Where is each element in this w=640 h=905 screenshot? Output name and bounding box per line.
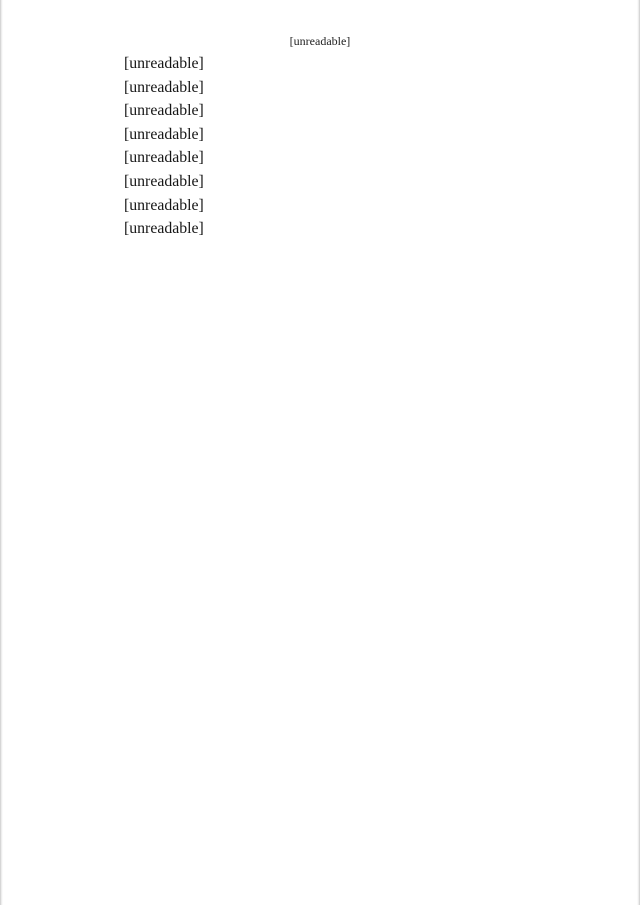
document-body (84, 52, 600, 241)
paragraph: [unreadable] (124, 78, 204, 96)
paragraph: [unreadable] (124, 102, 204, 120)
page-number: [unreadable] (289, 34, 351, 48)
paragraph: [unreadable] (124, 125, 204, 143)
paragraph: [unreadable] (124, 196, 204, 214)
paragraph: [unreadable] (124, 172, 204, 190)
paragraph: [unreadable] (124, 149, 204, 167)
paragraph: [unreadable] (124, 220, 204, 238)
scan-edge-left (0, 0, 3, 905)
paragraph: [unreadable] (124, 55, 204, 72)
